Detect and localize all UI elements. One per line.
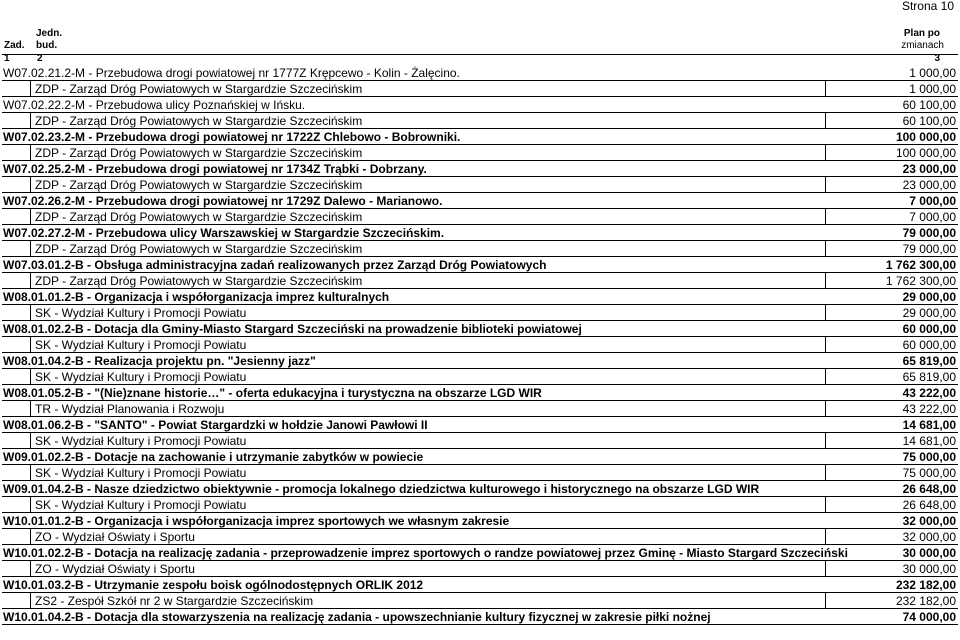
unit-row [2, 561, 958, 577]
column-divider [30, 529, 31, 544]
task-description: W07.02.23.2-M - Przebudowa drogi powiatowej nr 1722Z Chlebowo - Bobrowniki. [3, 130, 461, 144]
amount: 30 000,00 [902, 562, 956, 576]
column-numbers [2, 55, 958, 65]
column-divider [30, 145, 31, 160]
column-divider [825, 465, 826, 480]
unit-name: ZS2 - Zespół Szkół nr 2 w Stargardzie Szczecińskim [35, 594, 314, 608]
page-number: Strona 10 [901, 0, 954, 13]
amount: 232 182,00 [895, 578, 956, 592]
unit-name: ZO - Wydział Oświaty i Sportu [35, 530, 195, 544]
column-divider [30, 497, 31, 512]
amount: 75 000,00 [902, 450, 956, 464]
unit-row [2, 145, 958, 161]
task-row [2, 321, 958, 337]
amount: 1 762 300,00 [885, 258, 956, 272]
unit-name: ZDP - Zarząd Dróg Powiatowych w Stargardzie Szczecińskim [35, 114, 363, 128]
column-divider [825, 81, 826, 96]
column-divider [30, 113, 31, 128]
column-divider [30, 81, 31, 96]
task-description: W10.01.02.2-B - Dotacja na realizację zadania - przeprowadzenie imprez sportowych o randze powiatowej przez Gminę - Miasto Stargard Szczeciński [3, 546, 848, 560]
amount: 23 000,00 [902, 178, 956, 192]
column-divider [825, 209, 826, 224]
task-description: W08.01.06.2-B - "SANTO" - Powiat Stargardzki w hołdzie Janowi Pawłowi II [3, 418, 428, 432]
column-divider [825, 497, 826, 512]
column-divider [825, 369, 826, 384]
task-row [2, 417, 958, 433]
amount: 43 222,00 [902, 386, 956, 400]
task-description: W09.01.04.2-B - Nasze dziedzictwo obiektywnie - promocja lokalnego dziedzictwa kulturowego i historycznego na obszarze LGD WIR [3, 482, 760, 496]
task-description: W08.01.01.2-B - Organizacja i współorganizacja imprez kulturalnych [3, 290, 390, 304]
header-jedn: Jedn. [36, 28, 63, 39]
task-row [2, 545, 958, 561]
amount: 100 000,00 [895, 130, 956, 144]
task-description: W10.01.01.2-B - Organizacja i współorganizacja imprez sportowych we własnym zakresie [3, 514, 510, 528]
unit-name: SK - Wydział Kultury i Promocji Powiatu [35, 370, 247, 384]
amount: 65 819,00 [902, 354, 956, 368]
task-description: W07.02.21.2-M - Przebudowa drogi powiatowej nr 1777Z Krępcewo - Kolin - Żalęcino. [3, 66, 460, 80]
amount: 1 000,00 [909, 82, 956, 96]
column-number-1: 1 [4, 53, 10, 64]
column-divider [825, 433, 826, 448]
column-divider [825, 593, 826, 608]
task-row [2, 289, 958, 305]
header-plan-line2: zmianach [901, 40, 944, 51]
column-divider [825, 529, 826, 544]
unit-row [2, 177, 958, 193]
unit-name: TR - Wydział Planowania i Rozwoju [35, 402, 225, 416]
task-row [2, 129, 958, 145]
amount: 1 762 300,00 [885, 274, 956, 288]
task-row [2, 449, 958, 465]
unit-row [2, 497, 958, 513]
unit-row [2, 113, 958, 129]
unit-row [2, 465, 958, 481]
unit-row [2, 369, 958, 385]
unit-name: ZDP - Zarząd Dróg Powiatowych w Stargardzie Szczecińskim [35, 242, 363, 256]
unit-name: SK - Wydział Kultury i Promocji Powiatu [35, 466, 247, 480]
unit-row [2, 401, 958, 417]
unit-name: SK - Wydział Kultury i Promocji Powiatu [35, 338, 247, 352]
column-divider [825, 305, 826, 320]
task-description: W07.02.27.2-M - Przebudowa ulicy Warszawskiej w Stargardzie Szczecińskim. [3, 226, 445, 240]
amount: 79 000,00 [902, 242, 956, 256]
unit-name: ZDP - Zarząd Dróg Powiatowych w Stargardzie Szczecińskim [35, 210, 363, 224]
amount: 29 000,00 [902, 290, 956, 304]
amount: 23 000,00 [902, 162, 956, 176]
column-number-3: 3 [934, 53, 940, 64]
amount: 14 681,00 [902, 418, 956, 432]
column-divider [30, 433, 31, 448]
unit-row [2, 433, 958, 449]
unit-name: SK - Wydział Kultury i Promocji Powiatu [35, 434, 247, 448]
unit-row [2, 593, 958, 609]
column-number-2: 2 [37, 53, 43, 64]
column-divider [825, 145, 826, 160]
unit-name: ZDP - Zarząd Dróg Powiatowych w Stargardzie Szczecińskim [35, 274, 363, 288]
task-row [2, 513, 958, 529]
column-divider [825, 241, 826, 256]
column-divider [30, 273, 31, 288]
task-description: W07.02.22.2-M - Przebudowa ulicy Poznańskiej w Ińsku. [3, 98, 306, 112]
amount: 7 000,00 [909, 194, 956, 208]
unit-row [2, 273, 958, 289]
column-divider [825, 401, 826, 416]
column-divider [30, 593, 31, 608]
amount: 79 000,00 [902, 226, 956, 240]
header-bud: bud. [36, 40, 58, 51]
column-divider [30, 369, 31, 384]
task-description: W09.01.02.2-B - Dotacje na zachowanie i utrzymanie zabytków w powiecie [3, 450, 424, 464]
amount: 60 100,00 [902, 114, 956, 128]
amount: 30 000,00 [902, 546, 956, 560]
header-zad: Zad. [4, 40, 25, 51]
amount: 75 000,00 [902, 466, 956, 480]
amount: 7 000,00 [909, 210, 956, 224]
amount: 100 000,00 [895, 146, 956, 160]
task-row [2, 385, 958, 401]
budget-table [2, 65, 958, 625]
unit-name: ZDP - Zarząd Dróg Powiatowych w Stargardzie Szczecińskim [35, 178, 363, 192]
task-description: W10.01.04.2-B - Dotacja dla stowarzyszenia na realizację zadania - upowszechnianie kultury fizycznej w zakresie piłki nożnej [3, 610, 711, 624]
table-header [2, 24, 958, 55]
amount: 32 000,00 [902, 530, 956, 544]
column-divider [30, 401, 31, 416]
unit-name: ZDP - Zarząd Dróg Powiatowych w Stargardzie Szczecińskim [35, 146, 363, 160]
amount: 1 000,00 [909, 66, 956, 80]
column-divider [30, 465, 31, 480]
unit-row [2, 529, 958, 545]
column-divider [30, 241, 31, 256]
column-divider [30, 305, 31, 320]
task-description: W08.01.05.2-B - "(Nie)znane historie…" - oferta edukacyjna i turystyczna na obszarze LGD WIR [3, 386, 542, 400]
amount: 74 000,00 [902, 610, 956, 624]
amount: 60 100,00 [902, 98, 956, 112]
amount: 43 222,00 [902, 402, 956, 416]
column-divider [825, 113, 826, 128]
task-row [2, 609, 958, 625]
task-description: W07.02.25.2-M - Przebudowa drogi powiatowej nr 1734Z Trąbki - Dobrzany. [3, 162, 427, 176]
amount: 60 000,00 [902, 338, 956, 352]
task-row [2, 257, 958, 273]
header-plan-line1: Plan po [903, 28, 940, 39]
amount: 32 000,00 [902, 514, 956, 528]
amount: 14 681,00 [902, 434, 956, 448]
amount: 26 648,00 [902, 498, 956, 512]
unit-row [2, 241, 958, 257]
column-divider [30, 209, 31, 224]
task-description: W10.01.03.2-B - Utrzymanie zespołu boisk ogólnodostępnych ORLIK 2012 [3, 578, 424, 592]
column-divider [825, 177, 826, 192]
unit-name: SK - Wydział Kultury i Promocji Powiatu [35, 498, 247, 512]
task-row [2, 353, 958, 369]
task-row [2, 65, 958, 81]
unit-row [2, 337, 958, 353]
task-row [2, 97, 958, 113]
task-row [2, 225, 958, 241]
task-description: W08.01.04.2-B - Realizacja projektu pn. "Jesienny jazz" [3, 354, 316, 368]
unit-name: SK - Wydział Kultury i Promocji Powiatu [35, 306, 247, 320]
task-row [2, 577, 958, 593]
task-row [2, 481, 958, 497]
column-divider [825, 337, 826, 352]
unit-row [2, 81, 958, 97]
amount: 26 648,00 [902, 482, 956, 496]
amount: 60 000,00 [902, 322, 956, 336]
task-row [2, 193, 958, 209]
column-divider [30, 177, 31, 192]
task-row [2, 161, 958, 177]
task-description: W08.01.02.2-B - Dotacja dla Gminy-Miasto Stargard Szczeciński na prowadzenie biblioteki powiatowej [3, 322, 582, 336]
amount: 65 819,00 [902, 370, 956, 384]
amount: 29 000,00 [902, 306, 956, 320]
column-divider [30, 337, 31, 352]
unit-name: ZDP - Zarząd Dróg Powiatowych w Stargardzie Szczecińskim [35, 82, 363, 96]
unit-name: ZO - Wydział Oświaty i Sportu [35, 562, 195, 576]
column-divider [825, 273, 826, 288]
amount: 232 182,00 [895, 594, 956, 608]
unit-row [2, 305, 958, 321]
task-description: W07.02.26.2-M - Przebudowa drogi powiatowej nr 1729Z Dalewo - Marianowo. [3, 194, 443, 208]
task-description: W07.03.01.2-B - Obsługa administracyjna zadań realizowanych przez Zarząd Dróg Powiatowych [3, 258, 547, 272]
unit-row [2, 209, 958, 225]
column-divider [30, 561, 31, 576]
column-divider [825, 561, 826, 576]
